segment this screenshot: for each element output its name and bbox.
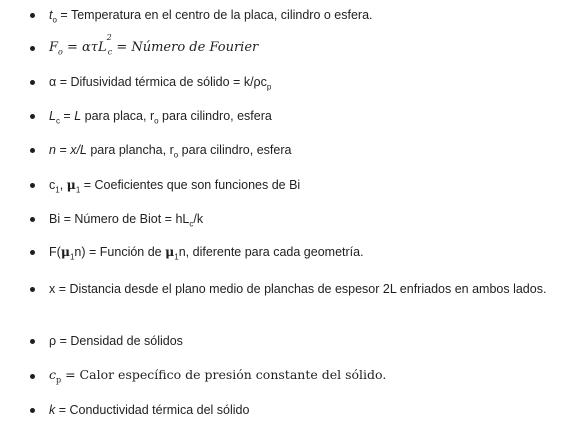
definition-text: ρ = Densidad de sólidos xyxy=(49,334,183,348)
definition-text: $L_c = L$ para placa, $r_o$ para cilindro, esfera xyxy=(49,109,272,126)
list-item xyxy=(0,107,571,125)
definition-text: $c_1$, $\mu_1$ = Coeficientes que son funciones de Bi xyxy=(49,177,301,195)
bullet xyxy=(30,408,35,413)
bullet xyxy=(30,287,35,292)
list-item xyxy=(0,176,571,194)
definition-text: $c_p$ = Calor específico de presión constante del sólido. xyxy=(49,367,387,385)
list-item xyxy=(0,73,571,91)
definition-text: α = Difusividad térmica de sólido = $k/\rho c_p$ xyxy=(49,75,272,92)
bullet xyxy=(30,46,35,51)
bullet xyxy=(30,148,35,153)
list-item xyxy=(0,243,571,261)
definition-text: n = x/L para plancha, $r_o$ para cilindro, esfera xyxy=(49,143,292,160)
list-item xyxy=(0,366,571,384)
fourier-equation: $F_o = \alpha\tau L^2_c$ = Número de Fourier xyxy=(49,32,259,57)
list-item xyxy=(0,32,571,58)
definition-text: Bi = Número de Biot = $hL_c/k$ xyxy=(49,212,204,229)
list-item xyxy=(0,401,571,419)
list-item xyxy=(0,6,571,24)
bullet xyxy=(30,80,35,85)
list-item xyxy=(0,332,571,350)
bullet xyxy=(30,374,35,379)
definition-text: k = Conductividad térmica del sólido xyxy=(49,403,250,417)
bullet xyxy=(30,339,35,344)
list-item xyxy=(0,210,571,228)
list-item xyxy=(0,280,571,298)
list-item xyxy=(0,141,571,159)
definition-text: x = Distancia desde el plano medio de planchas de espesor 2L enfriados en ambos lados. xyxy=(49,282,547,296)
bullet xyxy=(30,250,35,255)
bullet xyxy=(30,114,35,119)
definition-text: $t_o$ = Temperatura en el centro de la placa, cilindro o esfera. xyxy=(49,8,373,25)
definition-text: $F(\mu_1n)$ = Función de $\mu_1n$, diferente para cada geometría. xyxy=(49,244,364,262)
bullet xyxy=(30,217,35,222)
bullet xyxy=(30,13,35,18)
bullet xyxy=(30,183,35,188)
